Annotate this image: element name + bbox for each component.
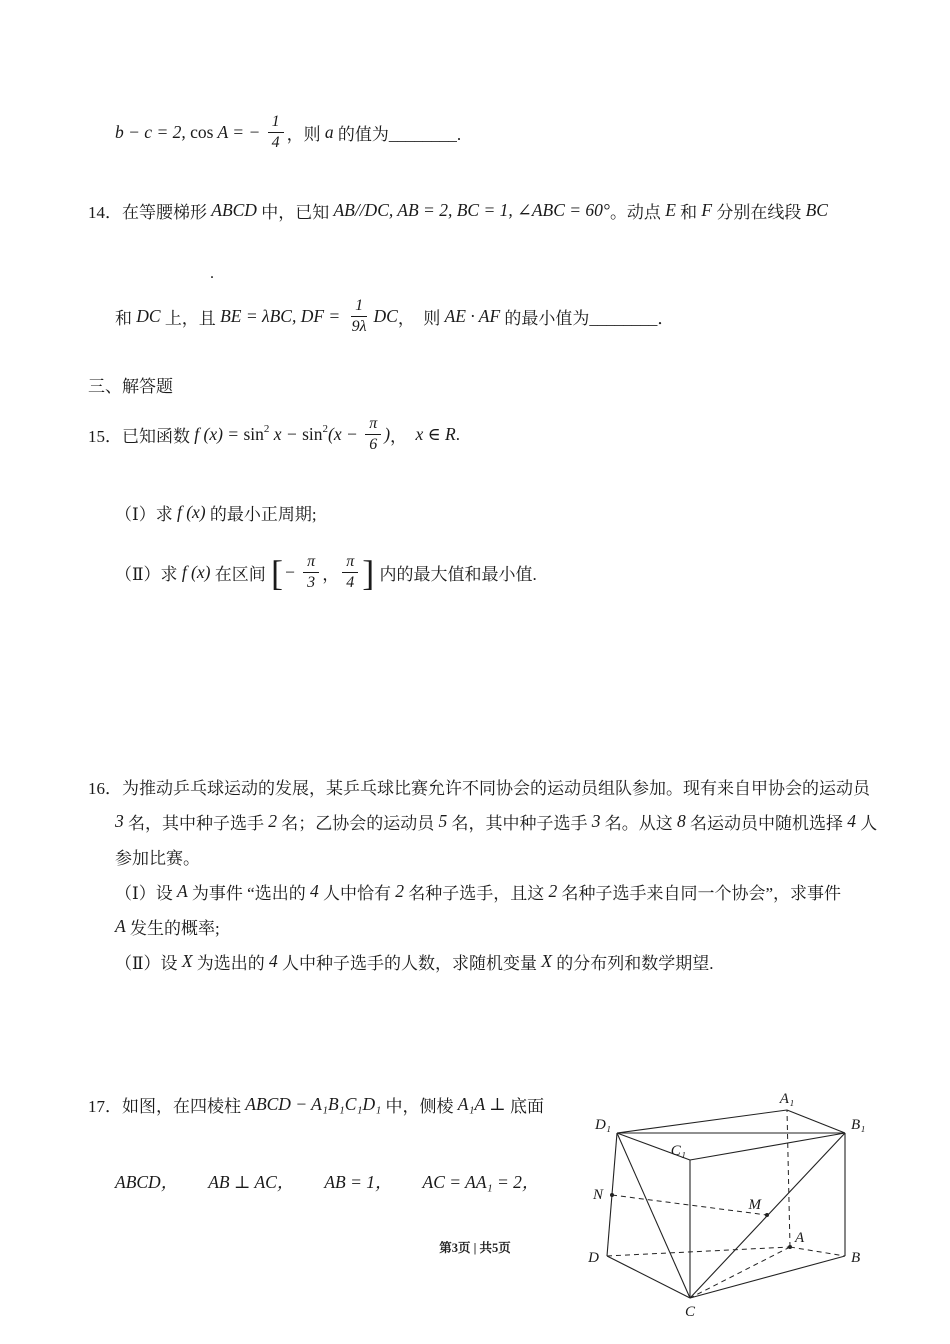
cn-text: 如图，在四棱柱 <box>122 1097 246 1116</box>
problem-16-part-2 <box>115 949 713 974</box>
problem-16-part-1-line-1 <box>115 879 841 904</box>
fraction <box>342 552 358 593</box>
cn-text: （Ⅱ）求 <box>115 565 182 584</box>
exponent: 2 <box>263 422 270 435</box>
math-run: BE = λBC, DF = <box>220 306 345 326</box>
cn-text: 在区间 <box>210 565 270 584</box>
cn-text: 名；乙协会的运动员 <box>277 814 439 833</box>
fraction <box>268 112 284 153</box>
problem-13-line <box>115 112 461 153</box>
cn-text: . <box>455 424 460 444</box>
minus-sign: − <box>283 562 301 582</box>
cn-text: 已知函数 <box>122 427 195 446</box>
math-run: ABCD， <box>115 1172 179 1192</box>
math-run: AB = 1， <box>324 1172 393 1192</box>
cn-text: 参加比赛。 <box>115 849 200 868</box>
problem-14-line-2 <box>115 296 674 337</box>
number: 4 <box>269 951 278 971</box>
solid-edges <box>607 1110 845 1298</box>
cn-text: ， <box>390 427 416 446</box>
number: 2 <box>268 811 277 831</box>
right-bracket: ] <box>362 552 375 593</box>
cn-text: 和 <box>675 203 702 222</box>
vertex-labels <box>587 1091 865 1320</box>
cn-text: 底面 <box>505 1097 544 1116</box>
cn-text: 为推动乒乓球运动的发展，某乒乓球比赛允许不同协会的运动员组队参加。现有来自甲协会的运动员 <box>122 779 870 798</box>
cn-text: 的分布列和数学期望. <box>551 954 714 973</box>
variable-X: X <box>181 951 193 971</box>
variable-X: X <box>541 951 552 971</box>
problem-15-line-1 <box>88 414 460 455</box>
vertex-label-b: B <box>851 1250 861 1266</box>
math-run: ) <box>384 424 391 444</box>
math-run: x − <box>269 424 303 444</box>
vertex-label-a: A <box>795 1230 805 1246</box>
fraction-denominator: 4 <box>346 574 355 591</box>
number: 4 <box>309 881 319 901</box>
problem-number: 16． <box>88 779 122 798</box>
number: 2 <box>395 881 404 901</box>
number: 3 <box>115 811 124 831</box>
fraction-numerator: π <box>342 552 358 573</box>
cn-text: 人中种子选手的人数，求随机变量 <box>277 954 542 973</box>
fraction <box>303 552 319 593</box>
math-run: f (x) <box>176 502 206 522</box>
cos-function: cos <box>190 122 214 142</box>
vertex-label-b1: B₁ <box>851 1117 866 1133</box>
math-run: AC = AA₁ = 2， <box>422 1172 540 1192</box>
fraction-numerator: 1 <box>351 296 367 317</box>
cn-text: ， 则 <box>397 309 445 328</box>
fraction-denominator: 9λ <box>351 318 367 335</box>
cn-text: 名种子选手，且这 <box>403 884 549 903</box>
cn-text: 名。从这 <box>600 814 677 833</box>
prism-figure <box>585 1085 885 1340</box>
math-run: ABCD <box>211 200 257 220</box>
problem-14-line-1 <box>88 198 828 223</box>
fraction-denominator: 3 <box>307 574 316 591</box>
math-run: ABCD − A₁B₁C₁D₁ <box>245 1094 382 1114</box>
page-footer: 第3页 | 共5页 <box>439 1241 511 1255</box>
cn-text: ，则 <box>286 125 325 144</box>
cn-text: 名，其中种子选手 <box>447 814 592 833</box>
problem-16-part-1-line-2 <box>115 914 220 939</box>
vertex-label-c1: C₁ <box>670 1143 686 1159</box>
cn-text: 为选出的 <box>192 954 270 973</box>
fraction-denominator: 4 <box>271 134 280 151</box>
section-title: 三、解答题 <box>88 377 173 396</box>
vertex-label-c: C <box>684 1304 696 1320</box>
problem-15-part-1 <box>115 500 317 525</box>
math-run: AB ⊥ AC， <box>208 1172 295 1192</box>
problem-16-line-2 <box>115 809 877 834</box>
event-A: A <box>176 881 188 901</box>
cn-text: 名种子选手来自同一个协会”，求事件 <box>557 884 842 903</box>
cn-text: 为事件 “选出的 <box>187 884 310 903</box>
event-A: A <box>115 916 126 936</box>
math-run: f (x) <box>181 562 211 582</box>
vertex-label-d: D <box>588 1250 599 1266</box>
problem-number: 14． <box>88 203 122 222</box>
cn-text: （Ⅱ）设 <box>115 954 182 973</box>
problem-16-line-1 <box>88 774 870 799</box>
answer-blank: 的值为________. <box>333 125 462 144</box>
cn-text: 人中恰有 <box>318 884 396 903</box>
fraction-denominator: 6 <box>369 436 378 453</box>
sin-function: sin <box>243 424 264 444</box>
vertex-label-n: N <box>592 1187 603 1203</box>
exponent: 2 <box>322 422 329 435</box>
math-run: A = − <box>213 122 265 142</box>
math-run: A₁A ⊥ <box>457 1094 506 1114</box>
cn-text: （Ⅰ）设 <box>115 884 177 903</box>
fraction <box>365 414 381 455</box>
vertex-label-d1: D₁ <box>594 1117 611 1133</box>
fraction-numerator: π <box>303 552 319 573</box>
problem-17-line-1 <box>88 1092 544 1117</box>
cn-text: 在等腰梯形 <box>122 203 212 222</box>
math-run: (x − <box>328 424 363 444</box>
number: 8 <box>677 811 686 831</box>
cn-text: 和 <box>115 309 137 328</box>
cn-text: 内的最大值和最小值. <box>375 565 537 584</box>
sin-function: sin <box>302 424 323 444</box>
cn-text: 发生的概率; <box>125 919 220 938</box>
comma: ， <box>322 565 340 584</box>
cn-text: 的最小正周期; <box>205 505 317 524</box>
math-run: DC <box>373 306 398 326</box>
left-bracket: [ <box>270 552 283 593</box>
variable-a: a <box>324 122 334 142</box>
cn-text: 上，且 <box>160 309 221 328</box>
stray-dot: . <box>210 265 214 282</box>
fraction-numerator: π <box>365 414 381 435</box>
math-run: f (x) = <box>194 424 244 444</box>
math-run: E <box>665 200 676 220</box>
math-run: F <box>701 200 713 220</box>
problem-17-line-2 <box>115 1169 539 1194</box>
cn-text: 分别在线段 <box>712 203 806 222</box>
number: 2 <box>548 881 558 901</box>
answer-blank: 的最小值为________． <box>500 309 675 328</box>
math-run: x ∈ R <box>415 424 456 444</box>
cn-text: 人 <box>856 814 878 833</box>
cn-text: 。动点 <box>609 203 666 222</box>
vertex-label-a1: A₁ <box>779 1091 795 1107</box>
fraction <box>348 296 371 337</box>
fraction-numerator: 1 <box>268 112 284 133</box>
cn-text: （Ⅰ）求 <box>115 505 177 524</box>
cn-text: 中，已知 <box>256 203 334 222</box>
hidden-edges <box>607 1110 845 1298</box>
number: 3 <box>591 811 601 831</box>
number: 5 <box>438 811 448 831</box>
section-header-answers <box>88 372 173 397</box>
problem-number: 17． <box>88 1097 122 1116</box>
math-run: AB//DC, AB = 2, BC = 1, ∠ABC = 60° <box>333 200 610 220</box>
vertex-label-m: M <box>748 1197 761 1213</box>
cn-text: 中，侧棱 <box>381 1097 458 1116</box>
cn-text: 名，其中种子选手 <box>123 814 269 833</box>
problem-16-line-3 <box>115 844 200 869</box>
math-run: DC <box>136 306 161 326</box>
math-run: BC <box>805 200 828 220</box>
number: 4 <box>847 811 856 831</box>
problem-number: 15． <box>88 427 122 446</box>
math-run: AE · AF <box>444 306 501 326</box>
problem-15-part-2 <box>115 552 537 593</box>
cn-text: 名运动员中随机选择 <box>685 814 848 833</box>
math-run: b − c = 2, <box>115 122 191 142</box>
